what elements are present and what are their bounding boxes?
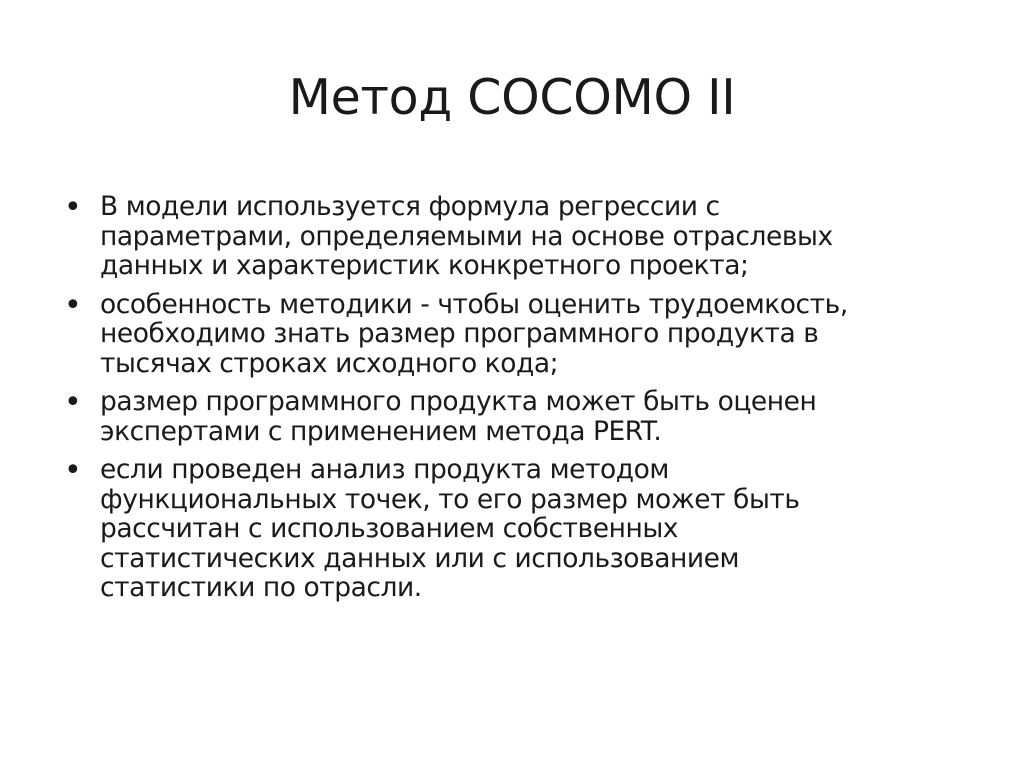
bullet-dot-icon: • [64,453,82,488]
bullet-text-line: экспертами с применением метода PERT. [100,415,662,447]
bullet-text-line: необходимо знать размер программного продукта в [100,318,819,349]
bullet-dot-icon: • [64,190,82,225]
bullet-text-line: тысячах строках исходного кода; [100,347,559,379]
bullet-text-line: данных и характеристик конкретного проекта; [100,250,749,281]
bullet-item [60,455,980,603]
bullet-dot-icon: • [64,385,82,420]
bullet-dot-icon: • [64,287,82,323]
bullet-text-line: статистики по отрасли. [100,572,422,603]
bullet-list [60,192,980,612]
bullet-item [60,387,980,446]
bullet-item [60,287,980,379]
bullet-text-line: функциональных точек, то его размер может быть [100,483,800,515]
bullet-text-line: параметрами, определяемыми на основе отраслевых [100,220,833,252]
bullet-item [60,192,980,281]
bullet-text-line: рассчитан с использованием собственных [100,513,679,544]
bullet-text-line: В модели используется формула регрессии с [100,191,720,222]
bullet-text-line: размер программного продукта может быть оценен [100,386,817,417]
bullet-text-line: если проведен анализ продукта методом [100,454,669,485]
slide-title: Метод COCOMO II [288,69,736,126]
bullet-text-line: статистических данных или с использованием [100,542,740,574]
bullet-text-line: особенность методики - чтобы оценить трудоемкость, [100,288,848,320]
